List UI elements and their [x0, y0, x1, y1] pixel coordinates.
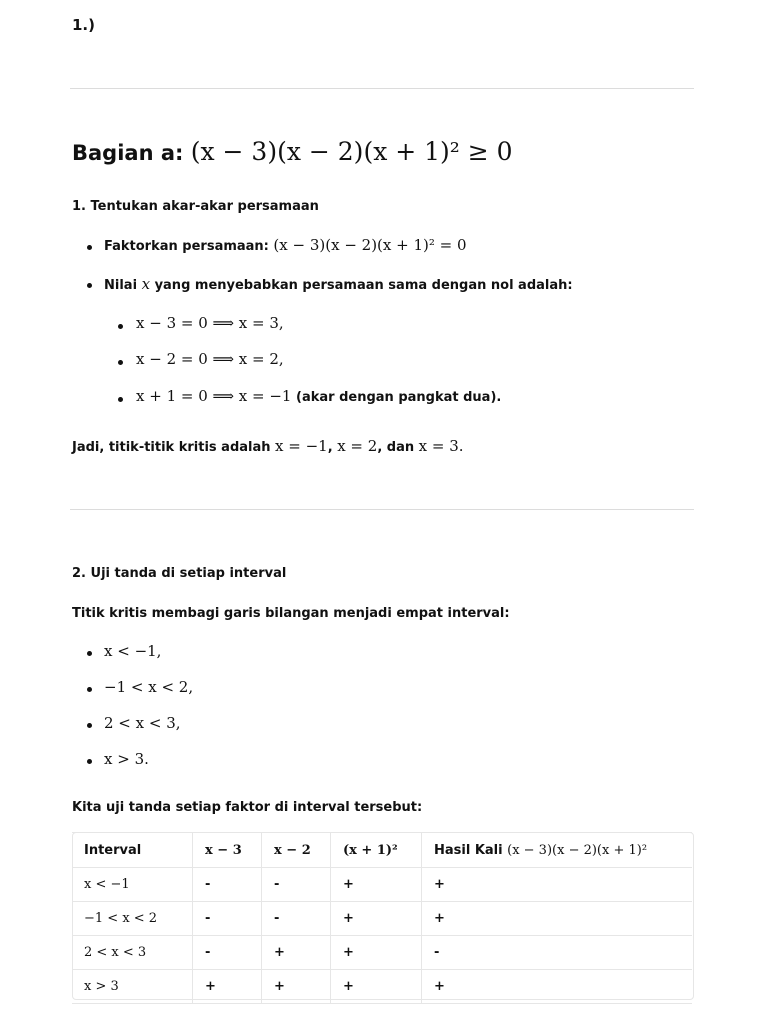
bullet-dot [87, 283, 92, 288]
sign-table [72, 832, 692, 1004]
bullet-dot [87, 651, 92, 656]
cell-product-sign: + [422, 868, 693, 902]
cell-sign: + [262, 970, 331, 1004]
header-factor-1: x − 3 [193, 833, 262, 868]
root-equation: x − 2 = 0 ⟹ x = 2, [136, 350, 284, 368]
interval-text: 2 < x < 3, [104, 714, 181, 732]
table-row [72, 936, 692, 970]
bullet-dot [118, 397, 123, 402]
interval-item [104, 678, 193, 696]
bullet-dot [118, 324, 123, 329]
cell-interval: x > 3 [72, 970, 193, 1004]
cell-interval: −1 < x < 2 [72, 902, 193, 936]
critical-point: x = 3. [418, 437, 464, 455]
header-interval: Interval [72, 833, 193, 868]
interval-text: x < −1, [104, 642, 162, 660]
step1-title: 1. Tentukan akar-akar persamaan [72, 199, 319, 214]
interval-text: −1 < x < 2, [104, 678, 194, 696]
cell-sign: - [193, 902, 262, 936]
cell-sign: + [331, 868, 422, 902]
part-a-inequality: (x − 3)(x − 2)(x + 1)² ≥ 0 [190, 137, 513, 166]
root-equation: x + 1 = 0 ⟹ x = −1 [136, 387, 292, 405]
zero-post: yang menyebabkan persamaan sama dengan nol adalah: [154, 278, 573, 293]
root-item [136, 350, 284, 368]
factor-label: Faktorkan persamaan: [104, 239, 269, 254]
header-product-math: (x − 3)(x − 2)(x + 1)² [507, 842, 648, 858]
cell-product-sign: - [422, 936, 693, 970]
cell-sign: - [193, 868, 262, 902]
interval-item [104, 714, 181, 732]
question-number: 1.) [72, 16, 95, 34]
bullet-dot [87, 759, 92, 764]
bullet-dot [87, 723, 92, 728]
root-item [136, 387, 501, 405]
cell-sign: + [331, 936, 422, 970]
header-factor-3: (x + 1)² [331, 833, 422, 868]
step2-title: 2. Uji tanda di setiap interval [72, 566, 287, 581]
root-equation: x − 3 = 0 ⟹ x = 3, [136, 314, 284, 332]
table-row [72, 970, 692, 1004]
critical-point: x = −1 [275, 437, 328, 455]
interval-text: x > 3. [104, 750, 149, 768]
critical-points-conclusion: Jadi, titik-titik kritis adalah x = −1, x = 2, dan x = 3. [72, 437, 464, 455]
cell-sign: + [331, 970, 422, 1004]
cell-product-sign: + [422, 902, 693, 936]
bullet-dot [118, 360, 123, 365]
cell-sign: - [262, 868, 331, 902]
root-item [136, 314, 284, 332]
header-product [422, 833, 693, 868]
table-row [72, 868, 692, 902]
part-a-heading [72, 137, 513, 166]
table-intro: Kita uji tanda setiap faktor di interval tersebut: [72, 800, 423, 815]
root-note: (akar dengan pangkat dua). [296, 390, 502, 405]
step1-bullet-factor [104, 236, 467, 254]
zero-pre: Nilai [104, 278, 138, 293]
cell-sign: + [331, 902, 422, 936]
bullet-dot [87, 687, 92, 692]
step2-intro: Titik kritis membagi garis bilangan menjadi empat interval: [72, 606, 510, 621]
header-product-label: Hasil Kali [434, 842, 503, 858]
interval-item [104, 750, 149, 768]
conclusion-and: dan [386, 440, 415, 455]
interval-item [104, 642, 161, 660]
table-header-row [72, 833, 692, 868]
cell-sign: + [193, 970, 262, 1004]
divider-middle [70, 509, 694, 510]
header-factor-2: x − 2 [262, 833, 331, 868]
factor-equation: (x − 3)(x − 2)(x + 1)² = 0 [273, 236, 467, 254]
part-a-label: Bagian a: [72, 141, 184, 165]
bullet-dot [87, 245, 92, 250]
step1-bullet-zero [104, 275, 573, 293]
cell-product-sign: + [422, 970, 693, 1004]
divider-top [70, 88, 694, 89]
cell-sign: - [193, 936, 262, 970]
critical-point: x = 2 [337, 437, 378, 455]
cell-sign: + [262, 936, 331, 970]
zero-var: x [141, 275, 151, 293]
cell-interval: 2 < x < 3 [72, 936, 193, 970]
table-row [72, 902, 692, 936]
conclusion-text: Jadi, titik-titik kritis adalah [72, 440, 271, 455]
cell-interval: x < −1 [72, 868, 193, 902]
cell-sign: - [262, 902, 331, 936]
